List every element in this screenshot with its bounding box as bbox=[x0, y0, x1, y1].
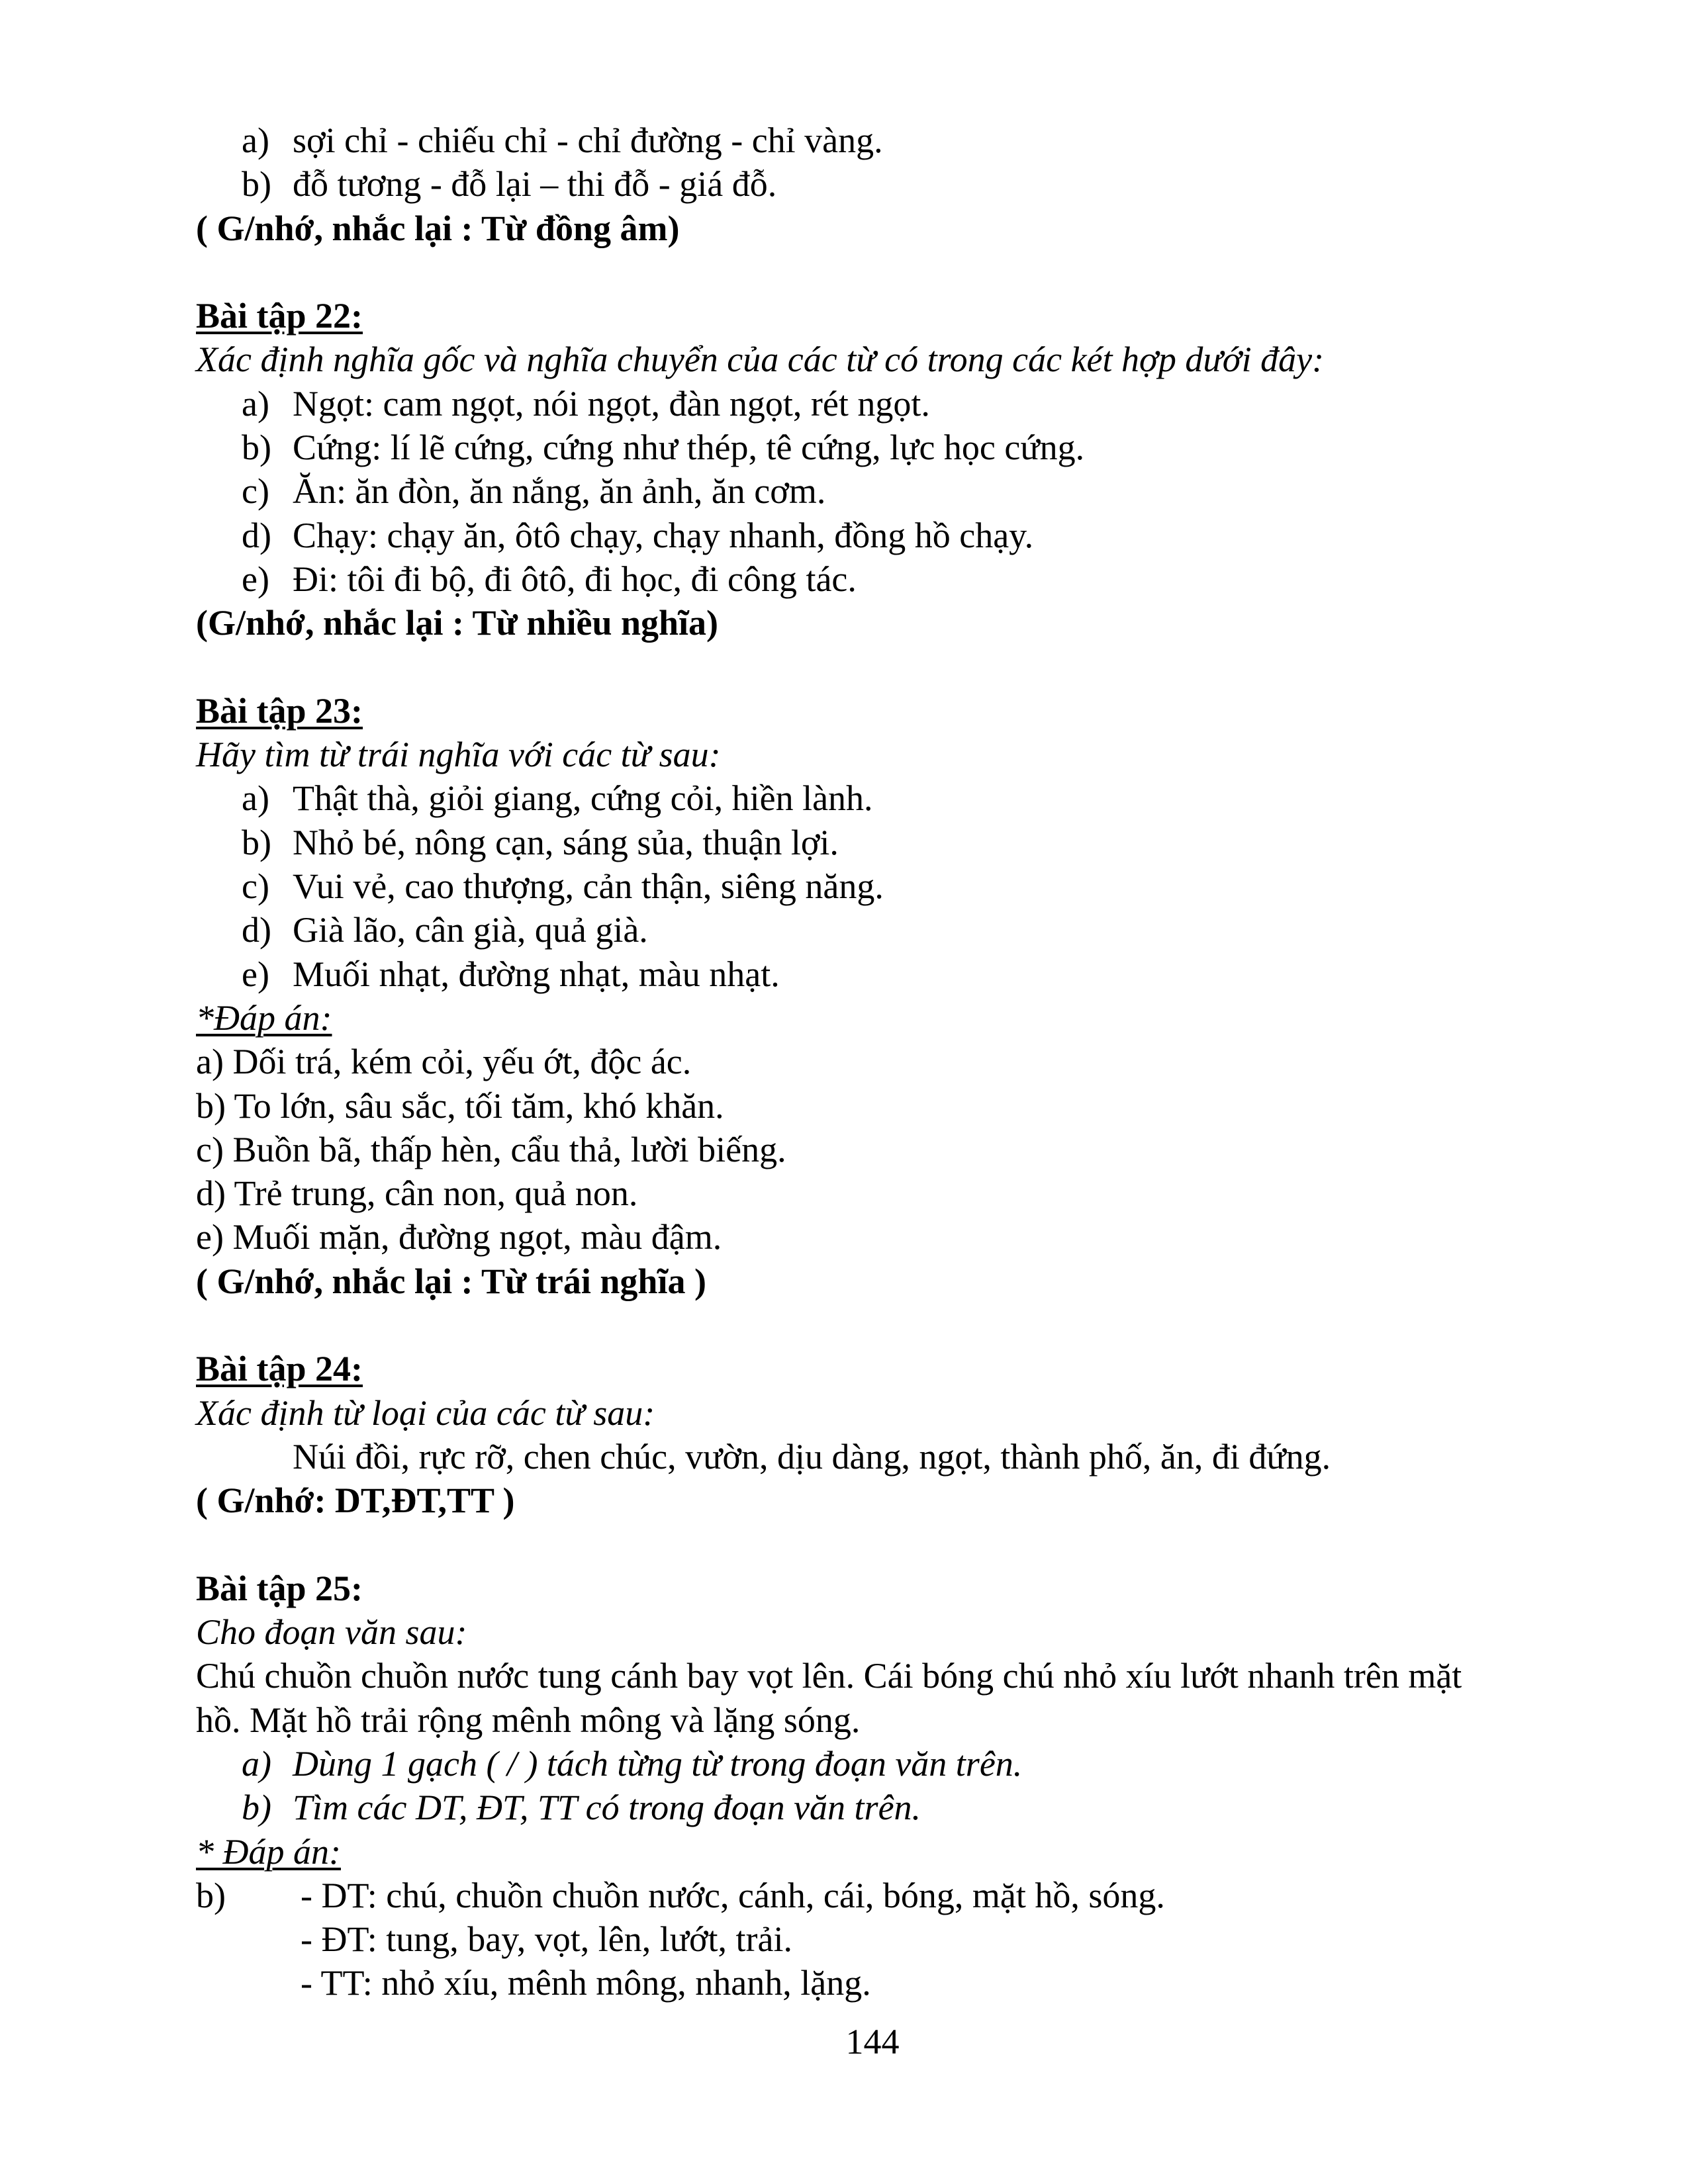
list-item bbox=[196, 776, 1560, 820]
item-text: Ăn: ăn đòn, ăn nắng, ăn ảnh, ăn cơm. bbox=[293, 471, 826, 512]
item-label: b) bbox=[242, 428, 271, 468]
item-label: a) bbox=[242, 383, 269, 424]
reminder-note: (G/nhớ, nhắc lại : Từ nhiều nghĩa) bbox=[196, 603, 719, 643]
exercise-prompt: Cho đoạn văn sau: bbox=[196, 1612, 467, 1653]
item-text: Nhỏ bé, nông cạn, sáng sủa, thuận lợi. bbox=[293, 822, 839, 862]
page-number: 144 bbox=[845, 2022, 900, 2062]
list-item bbox=[196, 952, 1560, 996]
item-label: d) bbox=[242, 515, 271, 555]
list-item bbox=[196, 1786, 1560, 1829]
answer-line: c) Buồn bã, thấp hèn, cẩu thả, lười biếng. bbox=[196, 1129, 786, 1169]
item-label: b) bbox=[242, 1788, 271, 1828]
item-text: - TT: nhỏ xíu, mênh mông, nhanh, lặng. bbox=[301, 1963, 871, 2003]
item-label: c) bbox=[242, 866, 269, 907]
item-text: Vui vẻ, cao thượng, cản thận, siêng năng. bbox=[293, 866, 884, 907]
answer-line: d) Trẻ trung, cân non, quả non. bbox=[196, 1173, 638, 1214]
item-text: Dùng 1 gạch ( / ) tách từng từ trong đoạn văn trên. bbox=[293, 1743, 1023, 1784]
exercise-title: Bài tập 24: bbox=[196, 1349, 363, 1389]
item-label: a) bbox=[242, 120, 269, 160]
reminder-note: ( G/nhớ, nhắc lại : Từ trái nghĩa ) bbox=[196, 1261, 706, 1301]
exercise-prompt: Xác định nghĩa gốc và nghĩa chuyển của các từ có trong các két hợp dưới đây: bbox=[196, 340, 1325, 380]
item-label: c) bbox=[242, 471, 269, 512]
list-item bbox=[196, 908, 1560, 952]
item-label: a) bbox=[242, 778, 269, 819]
item-text: Muối nhạt, đường nhạt, màu nhạt. bbox=[293, 954, 780, 994]
item-label: e) bbox=[242, 954, 269, 994]
item-label: d) bbox=[242, 910, 271, 950]
list-item bbox=[196, 514, 1560, 557]
exercise-prompt: Hãy tìm từ trái nghĩa với các từ sau: bbox=[196, 735, 721, 775]
answer-line: b) To lớn, sâu sắc, tối tăm, khó khăn. bbox=[196, 1085, 724, 1126]
answer-line bbox=[196, 1917, 1560, 1961]
item-text: sợi chỉ - chiếu chỉ - chỉ đường - chỉ vàng. bbox=[293, 120, 883, 160]
answer-line bbox=[196, 1874, 1560, 1917]
item-label: a) bbox=[242, 1743, 271, 1784]
item-label: b) bbox=[242, 822, 271, 862]
exercise-title: Bài tập 22: bbox=[196, 296, 363, 336]
item-text: - DT: chú, chuồn chuồn nước, cánh, cái, bóng, mặt hồ, sóng. bbox=[301, 1875, 1165, 1915]
word-list: Núi đồi, rực rỡ, chen chúc, vườn, dịu dàng, ngọt, thành phố, ăn, đi đứng. bbox=[293, 1436, 1331, 1477]
list-item bbox=[196, 821, 1560, 864]
item-text: Ngọt: cam ngọt, nói ngọt, đàn ngọt, rét ngọt. bbox=[293, 383, 930, 424]
exercise-title: Bài tập 23: bbox=[196, 690, 363, 731]
answer-label: * Đáp án: bbox=[196, 1831, 341, 1872]
item-text: Cứng: lí lẽ cứng, cứng như thép, tê cứng, lực học cứng. bbox=[293, 428, 1085, 468]
reminder-note: ( G/nhớ, nhắc lại : Từ đồng âm) bbox=[196, 208, 680, 248]
exercise-title: Bài tập 25: bbox=[196, 1568, 363, 1608]
item-text: Chạy: chạy ăn, ôtô chạy, chạy nhanh, đồng hồ chạy. bbox=[293, 515, 1034, 555]
list-item bbox=[196, 469, 1560, 513]
list-item bbox=[196, 118, 1560, 162]
list-item bbox=[196, 426, 1560, 469]
passage-line: hồ. Mặt hồ trải rộng mênh mông và lặng sóng. bbox=[196, 1700, 861, 1740]
list-item bbox=[196, 557, 1560, 601]
answer-line bbox=[196, 1961, 1560, 2005]
answer-line: a) Dối trá, kém cỏi, yếu ớt, độc ác. bbox=[196, 1042, 692, 1082]
item-label: b) bbox=[196, 1875, 226, 1915]
list-item bbox=[196, 1742, 1560, 1786]
exercise-prompt: Xác định từ loại của các từ sau: bbox=[196, 1392, 655, 1433]
item-text: đỗ tương - đỗ lại – thi đỗ - giá đỗ. bbox=[293, 164, 777, 205]
answer-label: *Đáp án: bbox=[196, 997, 332, 1038]
item-text: Đi: tôi đi bộ, đi ôtô, đi học, đi công tác. bbox=[293, 559, 857, 599]
item-text: Già lão, cân già, quả già. bbox=[293, 910, 648, 950]
list-item bbox=[196, 162, 1560, 206]
item-text: - ĐT: tung, bay, vọt, lên, lướt, trải. bbox=[301, 1919, 793, 1960]
item-text: Tìm các DT, ĐT, TT có trong đoạn văn trên. bbox=[293, 1788, 921, 1828]
item-label: e) bbox=[242, 559, 269, 599]
item-label: b) bbox=[242, 164, 271, 205]
document-page bbox=[196, 118, 1560, 2005]
passage-line: Chú chuồn chuồn nước tung cánh bay vọt lên. Cái bóng chú nhỏ xíu lướt nhanh trên mặt bbox=[196, 1656, 1462, 1696]
answer-line: e) Muối mặn, đường ngọt, màu đậm. bbox=[196, 1217, 722, 1257]
item-text: Thật thà, giỏi giang, cứng cỏi, hiền lành. bbox=[293, 778, 873, 819]
list-item bbox=[196, 864, 1560, 908]
list-item bbox=[196, 382, 1560, 426]
reminder-note: ( G/nhớ: DT,ĐT,TT ) bbox=[196, 1480, 515, 1521]
